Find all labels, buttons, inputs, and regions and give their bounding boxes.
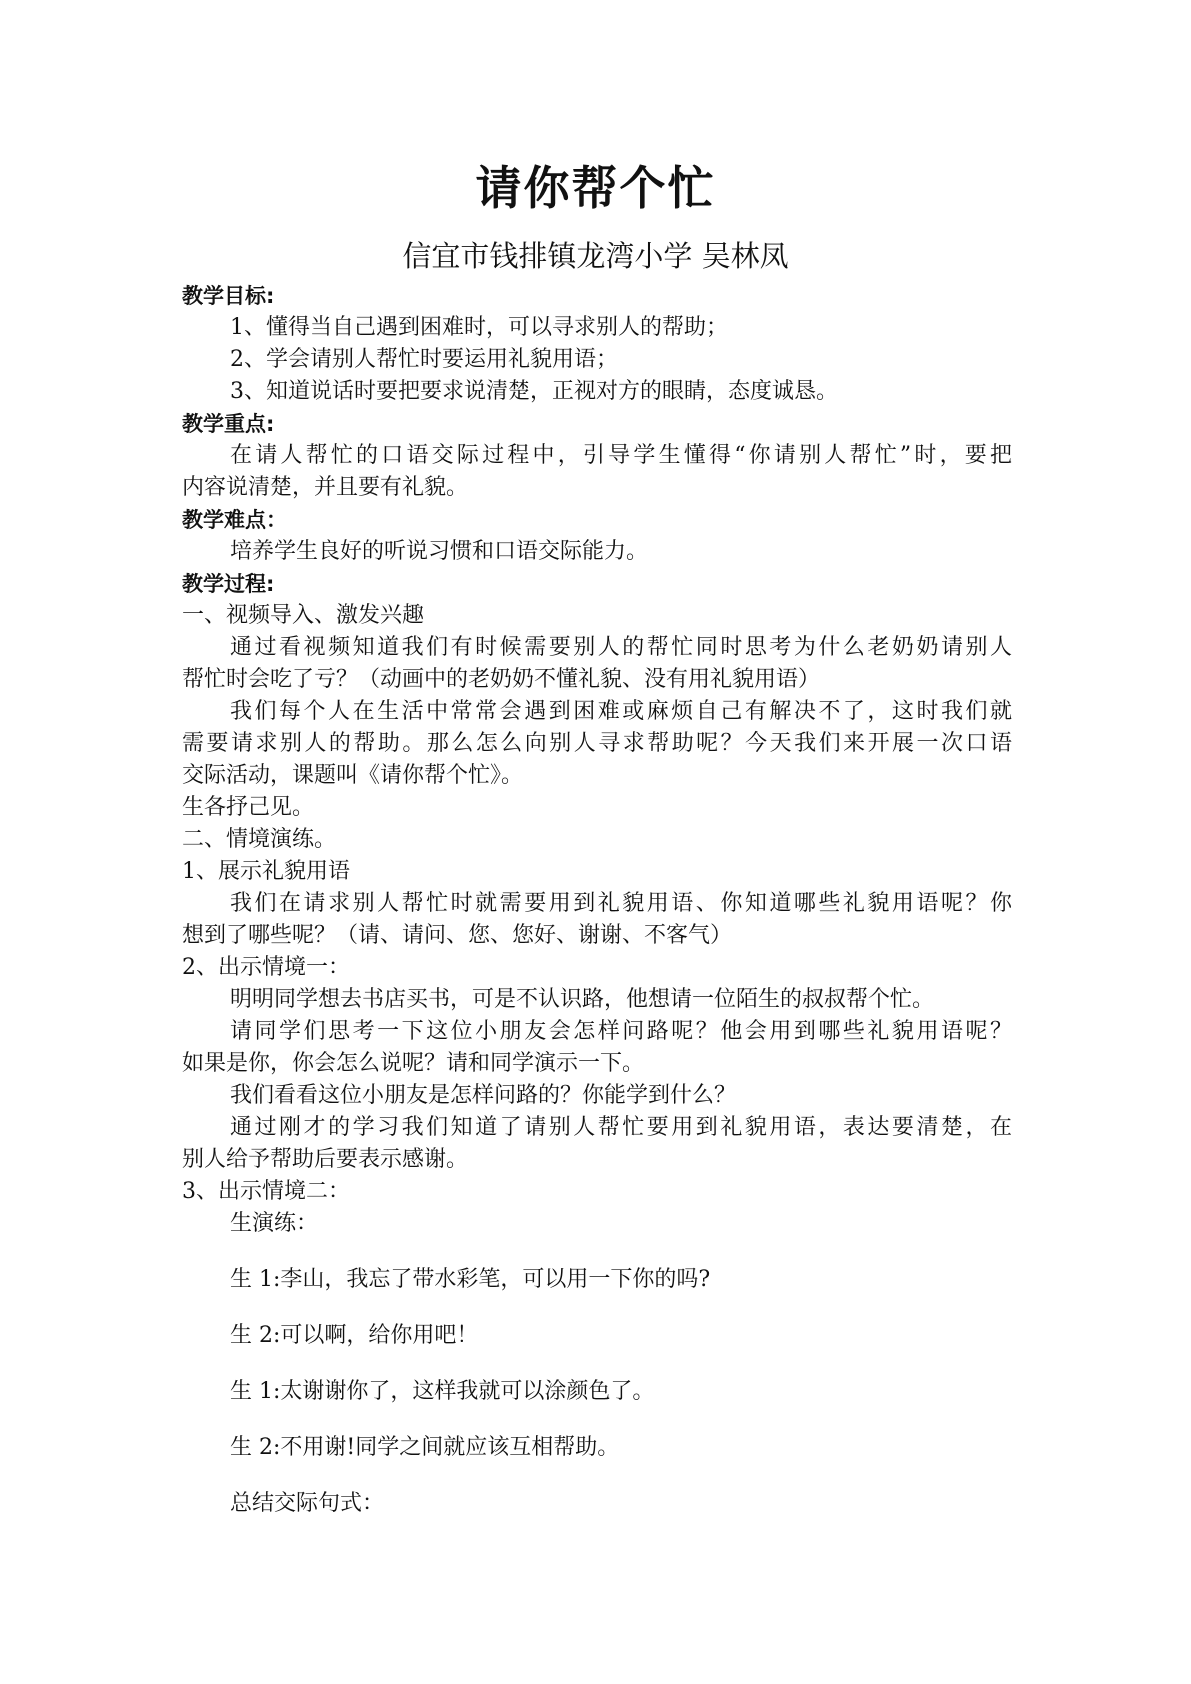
dialogue-line: 生 1:李山，我忘了带水彩笔，可以用一下你的吗?: [230, 1267, 711, 1292]
section2-title: 二、情境演练。: [182, 827, 337, 852]
key-text-line: 内容说清楚，并且要有礼貌。: [182, 475, 469, 500]
paragraph-line: 我们看看这位小朋友是怎样问路的？你能学到什么？: [230, 1083, 737, 1108]
difficulty-heading: 教学难点：: [182, 508, 287, 532]
paragraph-line: 我们每个人在生活中常常会遇到困难或麻烦自己有解决不了，这时我们就: [230, 699, 1012, 724]
goal-item: 2、学会请别人帮忙时要运用礼貌用语；: [230, 347, 618, 372]
goal-item: 3、知道说话时要把要求说清楚，正视对方的眼睛，态度诚恳。: [230, 379, 838, 404]
paragraph-line: 想到了哪些呢？（请、请问、您、您好、谢谢、不客气）: [182, 923, 733, 948]
dialogue-line: 生 1:太谢谢你了，这样我就可以涂颜色了。: [230, 1379, 655, 1404]
document-subtitle: 信宜市钱排镇龙湾小学 吴林凤: [402, 239, 789, 273]
key-heading: 教学重点:: [182, 412, 275, 436]
goal-item: 1、懂得当自己遇到困难时，可以寻求别人的帮助；: [230, 315, 728, 340]
subsection-title: 1、展示礼貌用语: [182, 859, 350, 884]
subsection-title: 2、出示情境一：: [182, 955, 350, 980]
paragraph-line: 如果是你，你会怎么说呢？请和同学演示一下。: [182, 1051, 645, 1076]
paragraph-line: 别人给予帮助后要表示感谢。: [182, 1147, 469, 1172]
difficulty-text: 培养学生良好的听说习惯和口语交际能力。: [230, 539, 649, 564]
paragraph-line: 我们在请求别人帮忙时就需要用到礼貌用语、你知道哪些礼貌用语呢？你: [230, 891, 1012, 916]
paragraph-line: 通过看视频知道我们有时候需要别人的帮忙同时思考为什么老奶奶请别人: [230, 635, 1012, 660]
goals-heading: 教学目标:: [182, 284, 275, 308]
paragraph-line: 需要请求别人的帮助。那么怎么向别人寻求帮助呢？今天我们来开展一次口语: [182, 731, 1012, 756]
paragraph-line: 帮忙时会吃了亏？（动画中的老奶奶不懂礼貌、没有用礼貌用语）: [182, 667, 821, 692]
subsection-title: 3、出示情境二：: [182, 1179, 350, 1204]
paragraph-line: 请同学们思考一下这位小朋友会怎样问路呢？他会用到哪些礼貌用语呢？: [230, 1019, 1012, 1044]
document-body: [182, 280, 1012, 1520]
dialogue-line: 生 2:不用谢!同学之间就应该互相帮助。: [230, 1435, 620, 1460]
summary-label: 总结交际句式：: [230, 1491, 385, 1516]
dialogue-intro: 生演练：: [230, 1211, 319, 1236]
document-title: 请你帮个忙: [475, 161, 716, 215]
paragraph-line: 交际活动，课题叫《请你帮个忙》。: [182, 763, 524, 788]
paragraph-line: 明明同学想去书店买书，可是不认识路，他想请一位陌生的叔叔帮个忙。: [230, 987, 935, 1012]
paragraph-line: 生各抒己见。: [182, 795, 315, 820]
section1-title: 一、视频导入、激发兴趣: [182, 603, 425, 628]
paragraph-line: 通过刚才的学习我们知道了请别人帮忙要用到礼貌用语，表达要清楚，在: [230, 1115, 1012, 1140]
dialogue-line: 生 2:可以啊，给你用吧！: [230, 1323, 479, 1348]
process-heading: 教学过程:: [182, 572, 275, 596]
key-text-line: 在请人帮忙的口语交际过程中，引导学生懂得“你请别人帮忙”时，要把: [230, 443, 1012, 468]
